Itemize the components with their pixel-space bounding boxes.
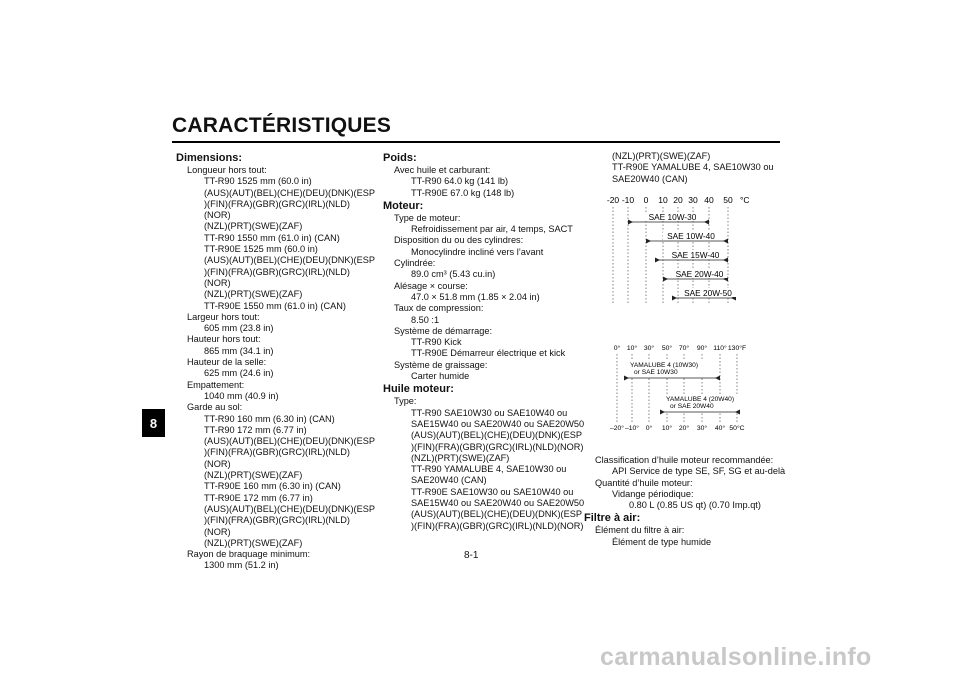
viscosity-chart-sae	[606, 194, 760, 306]
spec-line: Taux de compression:	[394, 303, 484, 314]
spec-line: SAE20W40 (CAN)	[612, 173, 688, 184]
chart2-top-tick: 30°	[643, 345, 655, 352]
spec-line: (NZL)(PRT)(SWE)(ZAF)	[204, 289, 303, 300]
page-number: 8-1	[464, 550, 479, 561]
spec-line: Élément du filtre à air:	[595, 525, 685, 536]
spec-line: 605 mm (23.8 in)	[204, 323, 274, 334]
chart2-bottom-tick: 10°	[661, 425, 673, 432]
spec-line: )(FIN)(FRA)(GBR)(GRC)(IRL)(NLD)(NOR)	[204, 447, 350, 469]
spec-line: Système de démarrage:	[394, 325, 493, 336]
title-rule	[172, 141, 780, 143]
chart2-bar-arrow	[715, 376, 720, 381]
spec-line: 1040 mm (40.9 in)	[204, 390, 279, 401]
chart2-bottom-tick: 40°	[714, 425, 726, 432]
chart2-content	[610, 344, 746, 432]
spec-line: TT-R90E SAE10W30 ou SAE10W40 ou	[411, 486, 574, 497]
column-dimensions	[176, 151, 376, 572]
spec-line: Rayon de braquage minimum:	[187, 549, 311, 560]
spec-line: Élément de type humide	[612, 536, 712, 547]
section-heading: Dimensions:	[176, 152, 243, 164]
spec-line: Refroidissement par air, 4 temps, SACT	[411, 224, 573, 235]
chart1-bar-arrow	[655, 258, 660, 263]
chart1-tick-label: 0	[643, 195, 649, 205]
chart2-bar-label: YAMALUBE 4 (10W30)	[630, 362, 699, 369]
chart1-bar-arrow	[723, 258, 728, 263]
spec-line: TT-R90E 172 mm (6.77 in)	[204, 492, 313, 503]
chart1-bars	[628, 212, 736, 301]
chart2-bottom-tick: 0°	[645, 425, 653, 432]
spec-line: 89.0 cm³ (5.43 cu.in)	[411, 269, 496, 280]
spec-line: )(FIN)(FRA)(GBR)(GRC)(IRL)(NLD)(NOR)	[411, 520, 584, 531]
spec-line: SAE15W40 ou SAE20W40 ou SAE20W50	[411, 418, 585, 429]
chart1-bar-label: SAE 15W-40	[671, 250, 720, 260]
watermark: carmanualsonline.info	[600, 643, 872, 671]
chart1-unit: °C	[740, 195, 750, 205]
chart2-top-tick: 90°	[696, 345, 708, 352]
spec-line: )(FIN)(FRA)(GBR)(GRC)(IRL)(NLD)(NOR)	[411, 441, 584, 452]
spec-line: SAE20W40 (CAN)	[411, 475, 487, 486]
spec-line: Quantité d’huile moteur:	[595, 477, 693, 488]
spec-line: (AUS)(AUT)(BEL)(CHE)(DEU)(DNK)(ESP	[204, 255, 375, 266]
column-huile-continued	[584, 151, 794, 185]
spec-line: (AUS)(AUT)(BEL)(CHE)(DEU)(DNK)(ESP	[204, 187, 375, 198]
section-heading: Huile moteur:	[383, 383, 454, 396]
spec-line: TT-R90 SAE10W30 ou SAE10W40 ou	[411, 407, 568, 418]
section-heading: Filtre à air:	[584, 512, 641, 525]
chart2-bar-label: or SAE 10W30	[634, 369, 678, 376]
chart2-top-tick: 10°	[626, 345, 638, 352]
spec-line: Longueur hors tout:	[187, 165, 267, 175]
column-poids-moteur	[383, 151, 588, 532]
chart1-tick-label: 30	[688, 195, 698, 205]
chart2-bottom-tick: 20°	[678, 425, 690, 432]
spec-line: TT-R90 64.0 kg (141 lb)	[411, 176, 509, 187]
chart2-top-tick: 130°F	[727, 345, 747, 352]
section-heading: Moteur:	[383, 199, 424, 212]
chart2-bottom-tick: –20°	[609, 425, 625, 432]
spec-line: (AUS)(AUT)(BEL)(CHE)(DEU)(DNK)(ESP	[411, 430, 582, 441]
chart1-tick-label: -10	[621, 195, 635, 205]
spec-line: Empattement:	[187, 379, 245, 390]
chart1-bar-arrow	[628, 220, 633, 225]
spec-line: (AUS)(AUT)(BEL)(CHE)(DEU)(DNK)(ESP	[411, 509, 582, 520]
viscosity-chart-yamalube	[609, 342, 762, 432]
spec-line: Alésage × course:	[394, 280, 468, 291]
chart1-bar-arrow	[646, 239, 651, 244]
chart1-tick-labels	[607, 195, 750, 205]
chart1-tick-label: 20	[673, 195, 683, 205]
section-heading: Poids:	[383, 152, 417, 164]
spec-line: TT-R90 160 mm (6.30 in) (CAN)	[204, 413, 335, 424]
chart2-bottom-tick: 30°	[696, 425, 708, 432]
spec-line: Largeur hors tout:	[187, 311, 260, 322]
spec-line: TT-R90 172 mm (6.77 in)	[204, 424, 307, 435]
spec-line: 8.50 :1	[411, 314, 440, 325]
spec-line: Disposition du ou des cylindres:	[394, 235, 524, 246]
chart2-top-tick: 70°	[678, 345, 690, 352]
chart1-bar-arrow	[704, 220, 709, 225]
spec-line: TT-R90E 1525 mm (60.0 in)	[204, 244, 318, 255]
spec-line: TT-R90 YAMALUBE 4, SAE10W30 ou	[411, 464, 567, 475]
spec-line: TT-R90E 1550 mm (61.0 in) (CAN)	[204, 300, 346, 311]
chart2-bottom-tick: –10°	[624, 425, 640, 432]
spec-line: Type de moteur:	[394, 212, 461, 223]
spec-line: Hauteur de la selle:	[187, 357, 267, 368]
chart1-bar-label: SAE 10W-30	[648, 212, 697, 222]
chart2-top-tick: 110°	[713, 345, 727, 352]
chart1-bar-arrow	[663, 277, 668, 282]
chart1-bar-label: SAE 20W-50	[684, 288, 732, 298]
spec-line: (NZL)(PRT)(SWE)(ZAF)	[204, 221, 303, 232]
chart1-bar-label: SAE 20W-40	[675, 269, 724, 279]
spec-line: (NZL)(PRT)(SWE)(ZAF)	[204, 537, 303, 548]
spec-line: Monocylindre incliné vers l’avant	[411, 246, 544, 257]
spec-line: 0.80 L (0.85 US qt) (0.70 Imp.qt)	[629, 500, 761, 511]
spec-line: )(FIN)(FRA)(GBR)(GRC)(IRL)(NLD)(NOR)	[204, 198, 350, 221]
chart2-bottom-tick: 50°C	[729, 425, 745, 432]
column-huile-filtre	[584, 455, 794, 548]
spec-line: TT-R90E YAMALUBE 4, SAE10W30 ou	[612, 162, 774, 173]
spec-line: TT-R90 1525 mm (60.0 in)	[204, 176, 312, 187]
spec-line: SAE15W40 ou SAE20W40 ou SAE20W50	[411, 498, 585, 509]
spec-line: Vidange périodique:	[612, 488, 694, 499]
spec-line: (AUS)(AUT)(BEL)(CHE)(DEU)(DNK)(ESP	[204, 436, 375, 447]
spec-line: Cylindrée:	[394, 258, 436, 269]
spec-line: TT-R90E 160 mm (6.30 in) (CAN)	[204, 481, 341, 492]
spec-line: Garde au sol:	[187, 402, 243, 413]
spec-line: TT-R90E 67.0 kg (148 lb)	[411, 187, 515, 198]
page-title: CARACTÉRISTIQUES	[172, 114, 392, 137]
chart2-bar-label: YAMALUBE 4 (20W40)	[666, 396, 735, 403]
chart2-top-tick: 0°	[613, 345, 621, 352]
chart1-bar-label: SAE 10W-40	[667, 231, 715, 241]
chart2-bar-label: or SAE 20W40	[670, 403, 714, 410]
spec-line: (AUS)(AUT)(BEL)(CHE)(DEU)(DNK)(ESP	[204, 503, 375, 514]
spec-line: Classification d’huile moteur recommandée:	[595, 455, 774, 465]
spec-line: TT-R90E Démarreur électrique et kick	[411, 348, 566, 359]
spec-line: API Service de type SE, SF, SG et au-delà	[612, 466, 786, 477]
chart1-tick-label: 40	[704, 195, 714, 205]
chart2-top-tick: 50°	[661, 345, 673, 352]
spec-line: TT-R90 1550 mm (61.0 in) (CAN)	[204, 232, 340, 243]
spec-line: )(FIN)(FRA)(GBR)(GRC)(IRL)(NLD)(NOR)	[204, 515, 350, 537]
spec-line: 1300 mm (51.2 in)	[204, 560, 279, 571]
spec-line: (NZL)(PRT)(SWE)(ZAF)	[204, 470, 303, 481]
spec-line: 625 mm (24.6 in)	[204, 368, 274, 379]
chart1-bar-arrow	[723, 239, 728, 244]
chapter-tab: 8	[142, 409, 165, 437]
spec-line: 865 mm (34.1 in)	[204, 345, 274, 356]
spec-line: Système de graissage:	[394, 359, 488, 370]
spec-line: Hauteur hors tout:	[187, 334, 261, 345]
spec-line: )(FIN)(FRA)(GBR)(GRC)(IRL)(NLD)(NOR)	[204, 266, 350, 288]
spec-line: (NZL)(PRT)(SWE)(ZAF)	[411, 452, 510, 463]
spec-line: Type:	[394, 396, 417, 407]
spec-line: Avec huile et carburant:	[394, 165, 491, 175]
spec-line: TT-R90 Kick	[411, 337, 462, 348]
chart1-tick-label: -20	[606, 195, 620, 205]
chart1-tick-label: 50	[723, 195, 733, 205]
spec-line: (NZL)(PRT)(SWE)(ZAF)	[612, 151, 711, 161]
spec-line: Carter humide	[411, 371, 470, 382]
chart1-bar-arrow	[672, 296, 677, 301]
spec-line: 47.0 × 51.8 mm (1.85 × 2.04 in)	[411, 291, 540, 302]
chart1-tick-label: 10	[658, 195, 668, 205]
